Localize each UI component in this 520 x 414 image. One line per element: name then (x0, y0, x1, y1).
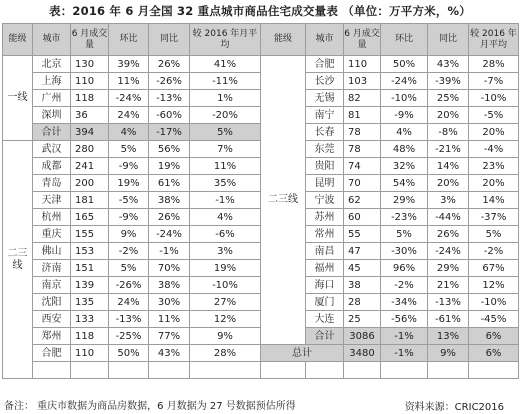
mom-cell: 48% (381, 141, 428, 158)
mom-cell: -9% (109, 158, 149, 175)
header-tier: 能级 (3, 24, 33, 56)
vs-avg-cell: -45% (469, 311, 519, 328)
city-cell: 成都 (33, 158, 71, 175)
blank-cell (190, 362, 261, 379)
volume-cell: 82 (344, 90, 381, 107)
blank-cell (109, 362, 149, 379)
subtotal-city-cell: 合计 (306, 328, 344, 345)
vs-avg-cell: 20% (469, 124, 519, 141)
volume-cell: 151 (71, 260, 109, 277)
city-cell: 长沙 (306, 73, 344, 90)
mom-cell: -30% (381, 243, 428, 260)
mom-cell: -13% (109, 311, 149, 328)
blank-cell (149, 362, 190, 379)
header-yoy: 同比 (428, 24, 469, 56)
yoy-cell: 26% (149, 209, 190, 226)
vs-avg-cell: 12% (469, 277, 519, 294)
yoy-cell: 43% (428, 56, 469, 73)
vs-avg-cell: 20% (469, 175, 519, 192)
grand-total-mom-cell: -1% (381, 345, 428, 362)
subtotal-volume-cell: 3086 (344, 328, 381, 345)
tier-label: 二三线 (3, 141, 33, 379)
city-cell: 重庆 (33, 226, 71, 243)
volume-cell: 110 (344, 56, 381, 73)
table-title: 表：2016 年 6 月全国 32 重点城市商品住宅成交量表 （单位：万平方米，%） (49, 4, 471, 18)
blank-cell (306, 362, 344, 379)
volume-cell: 200 (71, 175, 109, 192)
grand-total-label: 总计 (261, 345, 344, 362)
mom-cell: 50% (381, 56, 428, 73)
volume-cell: 38 (344, 277, 381, 294)
city-cell: 济南 (33, 260, 71, 277)
mom-cell: -10% (381, 90, 428, 107)
volume-cell: 36 (71, 107, 109, 124)
subtotal-mom-cell: -1% (381, 328, 428, 345)
vs-avg-cell: 3% (190, 243, 261, 260)
header-city: 城市 (33, 24, 71, 56)
mom-cell: -24% (381, 73, 428, 90)
yoy-cell: 19% (149, 158, 190, 175)
header-vs-monthly-avg: 较 2016 年月平均 (190, 24, 261, 56)
grand-total-row (3, 362, 519, 379)
mom-cell: -2% (381, 277, 428, 294)
subtotal-vs-avg-cell: 6% (469, 328, 519, 345)
vs-avg-cell: 4% (190, 209, 261, 226)
yoy-cell: 38% (149, 277, 190, 294)
city-cell: 无锡 (306, 90, 344, 107)
volume-cell: 103 (344, 73, 381, 90)
blank-cell (428, 362, 469, 379)
mom-cell: -5% (109, 192, 149, 209)
blank-cell (33, 362, 71, 379)
vs-avg-cell: -7% (469, 73, 519, 90)
header-mom: 环比 (109, 24, 149, 56)
volume-cell: 130 (71, 56, 109, 73)
volume-cell: 155 (71, 226, 109, 243)
city-cell: 青岛 (33, 175, 71, 192)
volume-cell: 153 (71, 243, 109, 260)
vs-avg-cell: -10% (190, 277, 261, 294)
header-june-volume: 6 月成交量 (344, 24, 381, 56)
grand-total-yoy-cell: 9% (428, 345, 469, 362)
mom-cell: 54% (381, 175, 428, 192)
mom-cell: 19% (109, 175, 149, 192)
header-june-volume: 6 月成交量 (71, 24, 109, 56)
vs-avg-cell: 14% (469, 192, 519, 209)
subtotal-yoy-cell: 13% (428, 328, 469, 345)
volume-cell: 280 (71, 141, 109, 158)
volume-cell: 181 (71, 192, 109, 209)
subtotal-volume-cell: 394 (71, 124, 109, 141)
yoy-cell: -44% (428, 209, 469, 226)
mom-cell: 9% (109, 226, 149, 243)
yoy-cell: 70% (149, 260, 190, 277)
city-cell: 南京 (33, 277, 71, 294)
vs-avg-cell: -11% (190, 73, 261, 90)
city-cell: 武汉 (33, 141, 71, 158)
city-cell: 福州 (306, 260, 344, 277)
city-cell: 苏州 (306, 209, 344, 226)
city-cell: 长春 (306, 124, 344, 141)
table-row (3, 56, 519, 73)
blank-cell (71, 362, 109, 379)
blank-cell (469, 362, 519, 379)
city-cell: 西安 (33, 311, 71, 328)
yoy-cell: -21% (428, 141, 469, 158)
city-cell: 天津 (33, 192, 71, 209)
volume-cell: 118 (71, 328, 109, 345)
vs-avg-cell: 1% (190, 90, 261, 107)
vs-avg-cell: 41% (190, 56, 261, 73)
mom-cell: 5% (381, 226, 428, 243)
table-body (3, 24, 519, 379)
vs-avg-cell: 27% (190, 294, 261, 311)
subtotal-city-cell: 合计 (33, 124, 71, 141)
tier-label: 一线 (3, 56, 33, 141)
volume-cell: 81 (344, 107, 381, 124)
volume-cell: 241 (71, 158, 109, 175)
yoy-cell: 11% (149, 311, 190, 328)
vs-avg-cell: 19% (190, 260, 261, 277)
mom-cell: -34% (381, 294, 428, 311)
vs-avg-cell: -1% (190, 192, 261, 209)
yoy-cell: -26% (149, 73, 190, 90)
vs-avg-cell: 9% (190, 328, 261, 345)
vs-avg-cell: 12% (190, 311, 261, 328)
mom-cell: 24% (109, 294, 149, 311)
yoy-cell: 14% (428, 158, 469, 175)
vs-avg-cell: 28% (190, 345, 261, 362)
city-cell: 佛山 (33, 243, 71, 260)
volume-cell: 165 (71, 209, 109, 226)
volume-cell: 28 (344, 294, 381, 311)
city-cell: 大连 (306, 311, 344, 328)
yoy-cell: 30% (149, 294, 190, 311)
volume-cell: 47 (344, 243, 381, 260)
yoy-cell: -13% (428, 294, 469, 311)
city-cell: 广州 (33, 90, 71, 107)
mom-cell: 39% (109, 56, 149, 73)
city-cell: 南昌 (306, 243, 344, 260)
city-cell: 合肥 (33, 345, 71, 362)
yoy-cell: -24% (149, 226, 190, 243)
header-mom: 环比 (381, 24, 428, 56)
vs-avg-cell: 35% (190, 175, 261, 192)
mom-cell: -25% (109, 328, 149, 345)
yoy-cell: -8% (428, 124, 469, 141)
subtotal-yoy-cell: -17% (149, 124, 190, 141)
vs-avg-cell: 23% (469, 158, 519, 175)
vs-avg-cell: -10% (469, 294, 519, 311)
volume-cell: 55 (344, 226, 381, 243)
yoy-cell: 3% (428, 192, 469, 209)
footnote: 备注： 重庆市数据为商品房数据，6 月数据为 27 号数据预估所得 (4, 401, 296, 412)
city-cell: 昆明 (306, 175, 344, 192)
mom-cell: -9% (109, 209, 149, 226)
transaction-volume-table (2, 23, 519, 379)
volume-cell: 135 (71, 294, 109, 311)
yoy-cell: -13% (149, 90, 190, 107)
mom-cell: 4% (381, 124, 428, 141)
volume-cell: 110 (71, 345, 109, 362)
city-cell: 厦门 (306, 294, 344, 311)
city-cell: 东莞 (306, 141, 344, 158)
volume-cell: 70 (344, 175, 381, 192)
header-tier: 能级 (261, 24, 306, 56)
mom-cell: -24% (109, 90, 149, 107)
city-cell: 上海 (33, 73, 71, 90)
mom-cell: 5% (109, 260, 149, 277)
vs-avg-cell: -10% (469, 90, 519, 107)
mom-cell: -26% (109, 277, 149, 294)
header-vs-monthly-avg: 较 2016 年月平均 (469, 24, 519, 56)
volume-cell: 118 (71, 90, 109, 107)
yoy-cell: 25% (428, 90, 469, 107)
volume-cell: 78 (344, 124, 381, 141)
subtotal-mom-cell: 4% (109, 124, 149, 141)
data-source: 资料来源：CRIC2016 (404, 402, 504, 413)
city-cell: 杭州 (33, 209, 71, 226)
yoy-cell: -39% (428, 73, 469, 90)
yoy-cell: 38% (149, 192, 190, 209)
volume-cell: 110 (71, 73, 109, 90)
mom-cell: -9% (381, 107, 428, 124)
vs-avg-cell: 7% (190, 141, 261, 158)
volume-cell: 60 (344, 209, 381, 226)
yoy-cell: 20% (428, 175, 469, 192)
subtotal-vs-avg-cell: 5% (190, 124, 261, 141)
volume-cell: 25 (344, 311, 381, 328)
city-cell: 南宁 (306, 107, 344, 124)
yoy-cell: -1% (149, 243, 190, 260)
vs-avg-cell: -2% (469, 243, 519, 260)
mom-cell: 11% (109, 73, 149, 90)
yoy-cell: -61% (428, 311, 469, 328)
mom-cell: 29% (381, 192, 428, 209)
mom-cell: -23% (381, 209, 428, 226)
volume-cell: 139 (71, 277, 109, 294)
mom-cell: 50% (109, 345, 149, 362)
blank-cell (344, 362, 381, 379)
vs-avg-cell: -20% (190, 107, 261, 124)
city-cell: 郑州 (33, 328, 71, 345)
grand-total-vs-avg-cell: 6% (469, 345, 519, 362)
vs-avg-cell: -6% (190, 226, 261, 243)
blank-cell (261, 362, 306, 379)
vs-avg-cell: -4% (469, 141, 519, 158)
city-cell: 北京 (33, 56, 71, 73)
mom-cell: 5% (109, 141, 149, 158)
vs-avg-cell: -5% (469, 107, 519, 124)
volume-cell: 45 (344, 260, 381, 277)
header-yoy: 同比 (149, 24, 190, 56)
city-cell: 宁波 (306, 192, 344, 209)
table-row (3, 345, 519, 362)
yoy-cell: 43% (149, 345, 190, 362)
volume-cell: 78 (344, 141, 381, 158)
header-city: 城市 (306, 24, 344, 56)
volume-cell: 133 (71, 311, 109, 328)
vs-avg-cell: -37% (469, 209, 519, 226)
yoy-cell: 26% (428, 226, 469, 243)
city-cell: 海口 (306, 277, 344, 294)
mom-cell: 96% (381, 260, 428, 277)
yoy-cell: 56% (149, 141, 190, 158)
yoy-cell: 61% (149, 175, 190, 192)
blank-cell (381, 362, 428, 379)
vs-avg-cell: 67% (469, 260, 519, 277)
city-cell: 深圳 (33, 107, 71, 124)
yoy-cell: 77% (149, 328, 190, 345)
yoy-cell: 21% (428, 277, 469, 294)
yoy-cell: -24% (428, 243, 469, 260)
header-row (3, 24, 519, 56)
city-cell: 贵阳 (306, 158, 344, 175)
grand-total-volume-cell: 3480 (344, 345, 381, 362)
yoy-cell: 20% (428, 107, 469, 124)
yoy-cell: 29% (428, 260, 469, 277)
vs-avg-cell: 5% (469, 226, 519, 243)
tier-label: 二三线 (261, 56, 306, 345)
mom-cell: 32% (381, 158, 428, 175)
city-cell: 合肥 (306, 56, 344, 73)
vs-avg-cell: 28% (469, 56, 519, 73)
vs-avg-cell: 11% (190, 158, 261, 175)
yoy-cell: 26% (149, 56, 190, 73)
mom-cell: -2% (109, 243, 149, 260)
city-cell: 常州 (306, 226, 344, 243)
volume-cell: 62 (344, 192, 381, 209)
city-cell: 沈阳 (33, 294, 71, 311)
mom-cell: -56% (381, 311, 428, 328)
volume-cell: 74 (344, 158, 381, 175)
yoy-cell: -60% (149, 107, 190, 124)
mom-cell: 24% (109, 107, 149, 124)
